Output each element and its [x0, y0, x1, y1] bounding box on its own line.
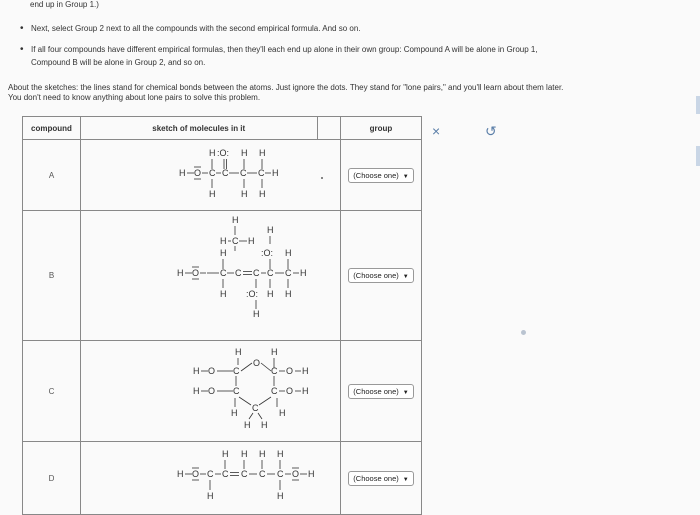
group-a-select-label: (Choose one)	[353, 170, 399, 180]
svg-text:O: O	[286, 386, 294, 396]
molecule-b-diagram	[81, 211, 317, 338]
header-compound: compound	[23, 117, 81, 140]
svg-text::O:: :O:	[261, 248, 274, 258]
svg-text:H: H	[220, 248, 227, 258]
svg-text:H: H	[220, 289, 227, 299]
svg-text:H: H	[241, 148, 248, 158]
svg-text:H: H	[232, 215, 239, 225]
svg-text:C: C	[209, 168, 216, 178]
svg-text:C: C	[240, 168, 247, 178]
svg-text:H: H	[285, 289, 292, 299]
close-icon[interactable]: ×	[432, 123, 441, 139]
svg-text:C: C	[271, 386, 278, 396]
svg-text:O: O	[208, 386, 216, 396]
molecule-c-diagram	[81, 341, 317, 439]
group-d-select[interactable]	[348, 471, 413, 486]
side-tab-2[interactable]	[696, 146, 700, 166]
svg-text:H: H	[279, 408, 286, 418]
svg-text:O: O	[253, 358, 261, 368]
svg-text:H: H	[177, 469, 184, 479]
svg-text:H: H	[259, 148, 266, 158]
intro-line-0: end up in Group 1.)	[30, 0, 99, 9]
intro-bullet-1: Next, select Group 2 next to all the compounds with the second empirical formula. And so on.	[31, 24, 361, 33]
chevron-down-icon: ▼	[402, 476, 409, 483]
svg-text:H: H	[241, 189, 248, 199]
compound-b-label: B	[23, 211, 81, 341]
compound-d-label: D	[23, 442, 81, 515]
svg-text:H: H	[259, 189, 266, 199]
svg-text:C: C	[253, 268, 260, 278]
svg-text:H: H	[241, 449, 248, 459]
svg-text:O: O	[194, 168, 202, 178]
intro-bullet-2b: Compound B will be alone in Group 2, and so on.	[31, 58, 206, 67]
svg-text:C: C	[241, 469, 248, 479]
group-a-cell	[341, 140, 422, 211]
intro-bullet-2a: If all four compounds have different empirical formulas, then they'll each end up alone in their own group: Compound A will be alone in Group 1,	[31, 45, 538, 54]
svg-text:H: H	[220, 236, 227, 246]
svg-text:H: H	[285, 248, 292, 258]
molecule-a-diagram	[81, 140, 317, 208]
svg-text:O: O	[208, 366, 216, 376]
stray-comma-dot	[321, 177, 323, 179]
svg-text:H: H	[209, 189, 216, 199]
svg-text:H: H	[253, 309, 260, 319]
svg-text:C: C	[267, 268, 274, 278]
svg-text:H: H	[259, 449, 266, 459]
svg-text:C: C	[259, 469, 266, 479]
svg-text:C: C	[222, 168, 229, 178]
svg-text:H: H	[277, 449, 284, 459]
chevron-down-icon: ▼	[402, 173, 409, 180]
group-a-select[interactable]	[348, 168, 413, 183]
svg-text:H: H	[300, 268, 307, 278]
svg-text:H: H	[244, 420, 251, 430]
svg-text:C: C	[285, 268, 292, 278]
svg-text:O: O	[192, 268, 200, 278]
svg-text:H: H	[231, 408, 238, 418]
side-tab-1[interactable]	[696, 96, 700, 114]
svg-text:H: H	[193, 366, 200, 376]
compound-c-label: C	[23, 341, 81, 442]
svg-text:C: C	[277, 469, 284, 479]
compound-table	[22, 116, 422, 515]
svg-text:C: C	[271, 366, 278, 376]
svg-text:O: O	[292, 469, 300, 479]
svg-text:O: O	[192, 469, 200, 479]
svg-text:H: H	[261, 420, 268, 430]
svg-text:C: C	[258, 168, 265, 178]
header-sketch: sketch of molecules in it	[81, 117, 318, 140]
svg-text:C: C	[207, 469, 214, 479]
group-b-cell	[341, 211, 422, 341]
header-group: group	[341, 117, 422, 140]
spacer-c	[317, 341, 341, 442]
svg-text:H: H	[193, 386, 200, 396]
svg-text:H: H	[177, 268, 184, 278]
svg-text:C: C	[220, 268, 227, 278]
about-sketches-2: You don't need to know anything about lone pairs to solve this problem.	[8, 93, 261, 102]
about-sketches-1: About the sketches: the lines stand for chemical bonds between the atoms. Just ignore the dots. They stand for "lone pairs," and you'll learn about them later.	[8, 83, 564, 92]
svg-text::O:: :O:	[246, 289, 259, 299]
chevron-down-icon: ▼	[402, 274, 409, 280]
svg-text:H: H	[209, 148, 216, 158]
svg-text:C: C	[235, 268, 242, 278]
svg-text:H: H	[302, 366, 309, 376]
compound-a-label: A	[23, 140, 81, 211]
group-b-select-label: (Choose one)	[353, 271, 399, 280]
svg-text:H: H	[267, 289, 274, 299]
stray-comma	[317, 140, 340, 208]
svg-text:H: H	[207, 491, 214, 501]
svg-text:H: H	[267, 225, 274, 235]
group-c-cell	[341, 341, 422, 442]
svg-text:H: H	[235, 347, 242, 357]
spacer-a	[317, 140, 341, 211]
undo-icon[interactable]: ↺	[485, 123, 497, 139]
instructions	[0, 0, 700, 116]
svg-text:H: H	[272, 168, 279, 178]
svg-text:H: H	[302, 386, 309, 396]
svg-text:H: H	[248, 236, 255, 246]
group-c-select[interactable]	[348, 384, 413, 399]
svg-text:O: O	[286, 366, 294, 376]
group-b-select[interactable]	[348, 268, 413, 283]
svg-text:H: H	[271, 347, 278, 357]
chevron-down-icon: ▼	[402, 389, 409, 396]
svg-text:H: H	[222, 449, 229, 459]
molecule-d-diagram	[81, 442, 317, 512]
svg-text:H: H	[277, 491, 284, 501]
decorative-dot	[521, 330, 526, 335]
sketch-b	[81, 211, 318, 341]
svg-text::O:: :O:	[217, 148, 230, 158]
bullet-dot: •	[20, 23, 24, 34]
sketch-c	[81, 341, 318, 442]
group-d-select-label: (Choose one)	[353, 473, 399, 483]
group-c-select-label: (Choose one)	[353, 386, 399, 396]
spacer-b	[317, 211, 341, 341]
svg-text:C: C	[233, 366, 240, 376]
svg-text:C: C	[222, 469, 229, 479]
header-spacer	[317, 117, 341, 140]
svg-text:C: C	[252, 403, 259, 413]
svg-text:H: H	[308, 469, 315, 479]
svg-text:H: H	[179, 168, 186, 178]
svg-text:C: C	[233, 386, 240, 396]
sketch-a	[81, 140, 318, 211]
svg-text:C: C	[232, 236, 239, 246]
bullet-dot: •	[20, 44, 24, 55]
